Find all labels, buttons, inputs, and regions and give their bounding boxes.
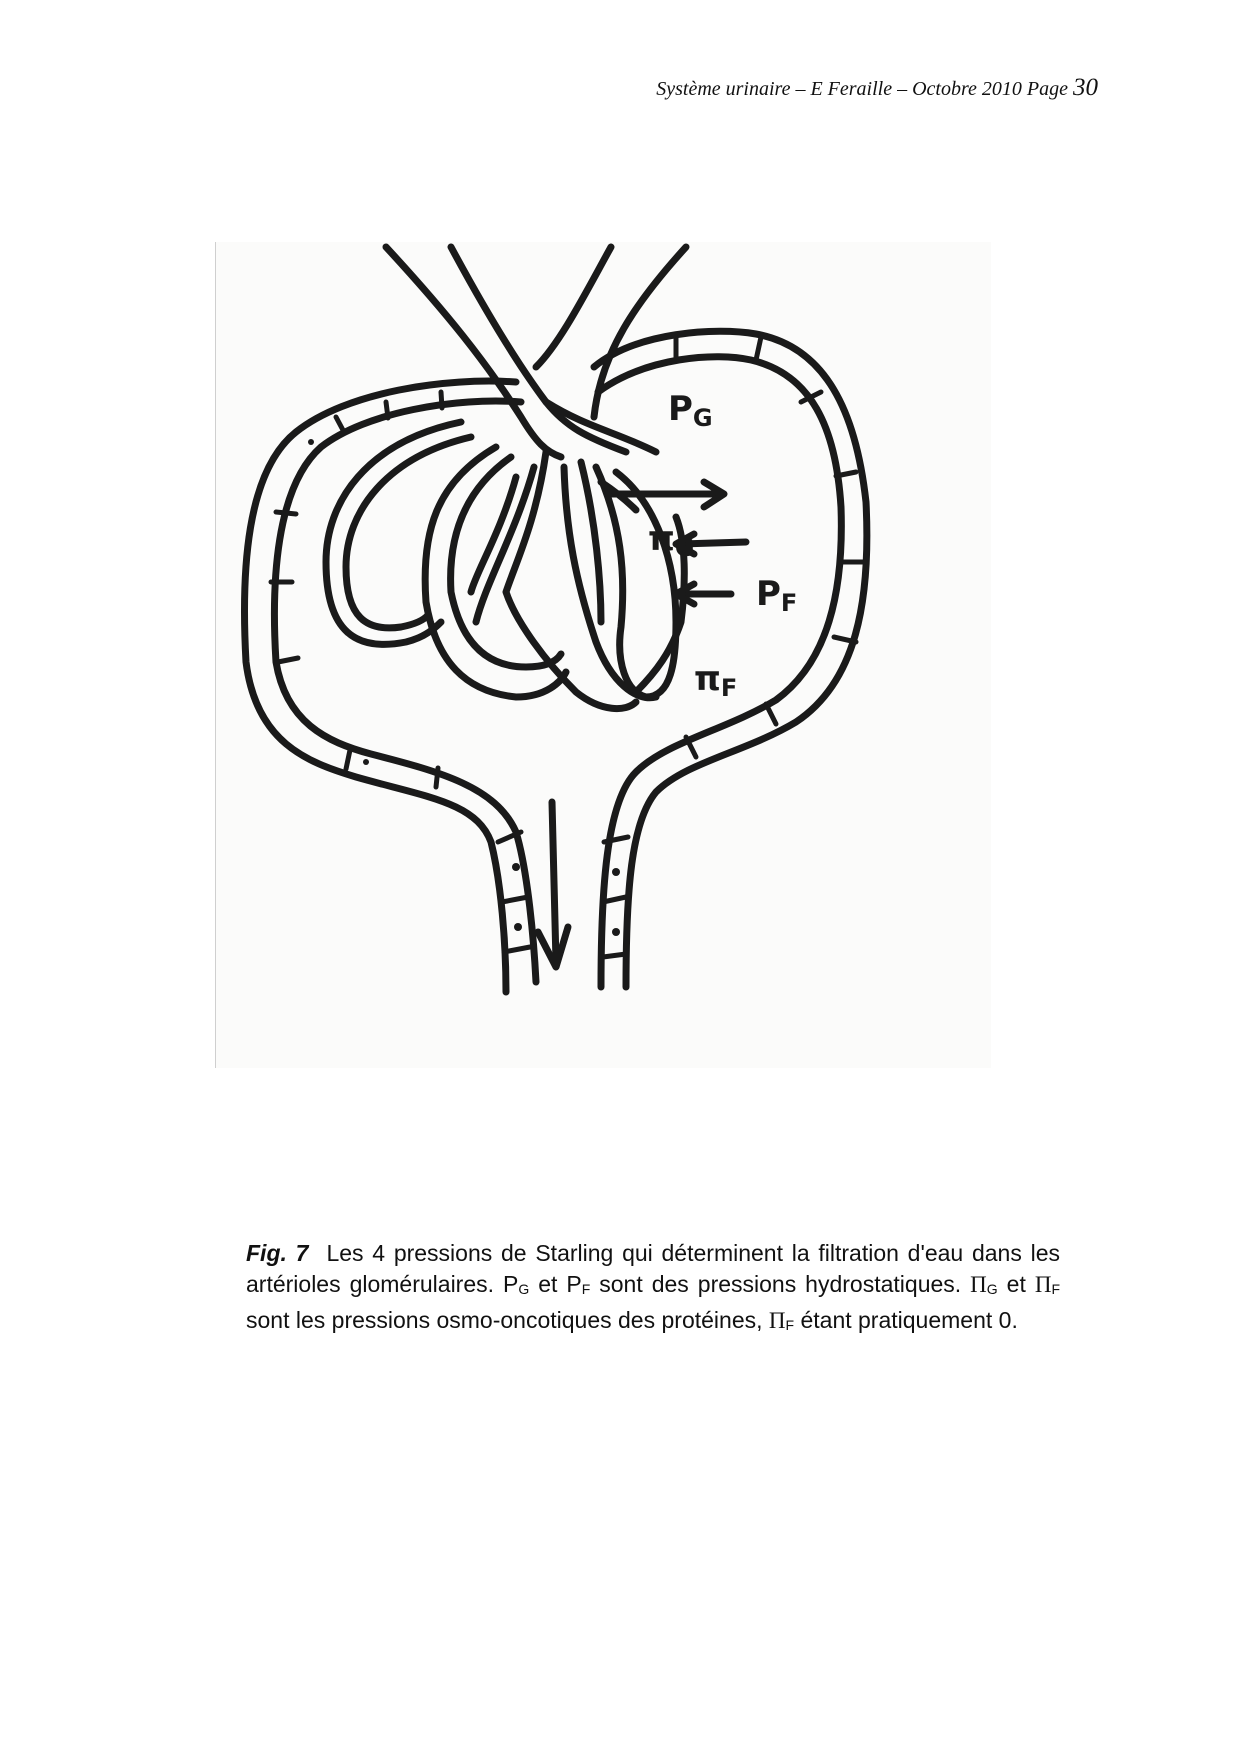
label-pg: $P_G$ [668,389,713,432]
label-pf: $P_F$ [756,574,798,617]
greek-pi: Π [970,1272,987,1297]
caption-text: et [997,1271,1035,1297]
greek-pi: Π [1034,1272,1052,1297]
label-pi-f: $\pi_F$ [694,659,738,702]
subscript: G [518,1281,530,1297]
caption-text: et P [529,1271,582,1297]
caption-text: Les 4 pressions de Starling qui déterminent la filtration d'eau dans les artérioles glomérulaires. P [246,1240,1061,1297]
subscript: F [785,1317,795,1333]
label-pi-g: $\pi_G$ [648,519,695,562]
page-number: 30 [1073,74,1098,101]
figure-number: Fig. 7 [246,1240,309,1266]
caption-text: sont des pressions hydrostatiques. [590,1271,971,1297]
glomerulus-figure [215,242,991,1068]
caption-text: sont les pressions osmo-oncotiques des protéines, [246,1307,769,1333]
subscript: F [1051,1281,1060,1297]
running-header [656,74,1098,102]
subscript: G [986,1281,998,1297]
subscript: F [581,1281,591,1297]
greek-pi: Π [768,1308,786,1333]
figure-caption [246,1238,1060,1341]
caption-text: étant pratiquement 0. [794,1307,1018,1333]
header-title: Système urinaire – E Feraille – Octobre 2010 Page [656,78,1073,100]
glomerulus-drawing [216,242,991,1068]
